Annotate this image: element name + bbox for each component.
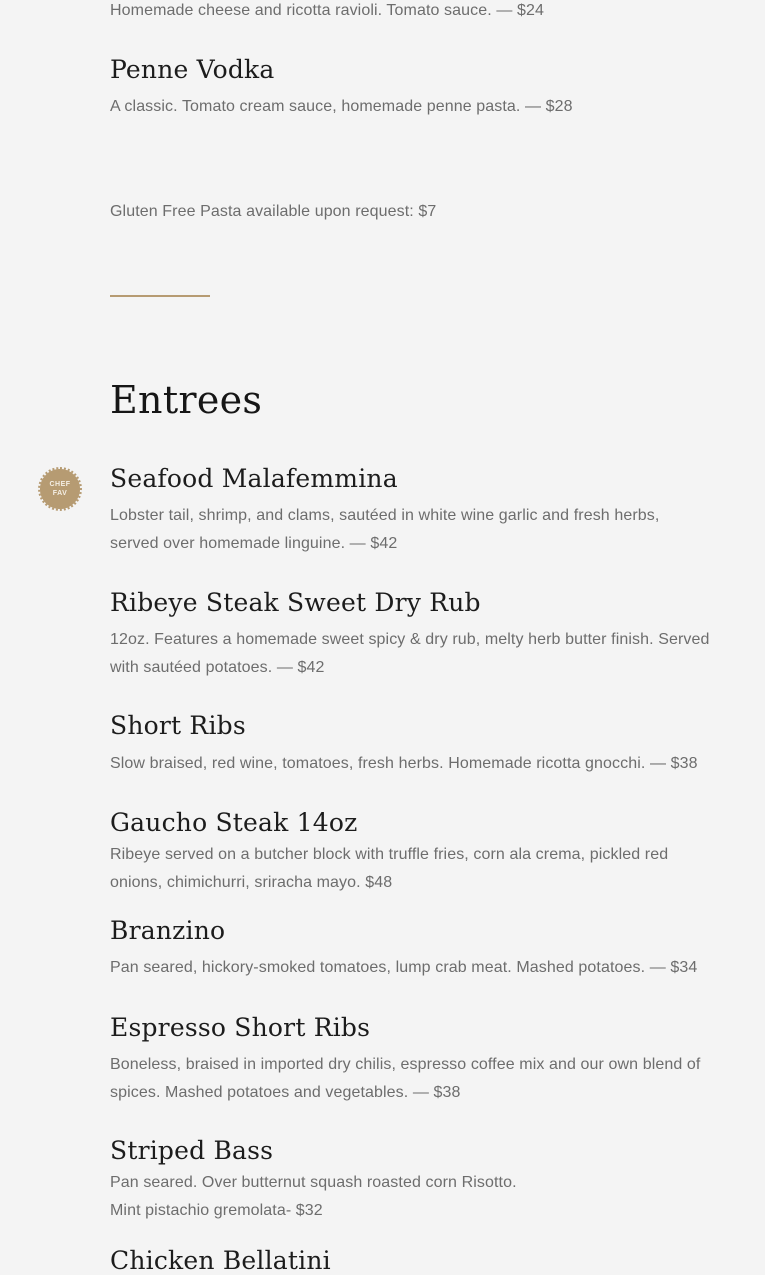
entree-description-line: onions, chimichurri, sriracha mayo. $48: [110, 873, 393, 891]
entree-description-line: Pan seared, hickory-smoked tomatoes, lump crab meat. Mashed potatoes. — $34: [110, 959, 698, 976]
entree-description-line: Boneless, braised in imported dry chilis, espresso coffee mix and our own blend of: [110, 1056, 701, 1073]
entree-title: Chicken Bellatini: [110, 1246, 331, 1275]
entree-title: Short Ribs: [110, 711, 246, 740]
section-divider: [110, 295, 210, 297]
gluten-free-note: Gluten Free Pasta available upon request: $7: [110, 203, 437, 220]
chef-fav-badge-icon: [40, 469, 80, 509]
penne-vodka-description: A classic. Tomato cream sauce, homemade penne pasta. — $28: [110, 98, 573, 115]
entree-description: [110, 1051, 740, 1106]
entree-title: Espresso Short Ribs: [110, 1013, 371, 1042]
entree-description: [110, 1169, 740, 1224]
entree-title: Gaucho Steak 14oz: [110, 808, 358, 837]
entree-description-line: served over homemade linguine. — $42: [110, 534, 398, 552]
entree-description-line: spices. Mashed potatoes and vegetables. — $38: [110, 1083, 461, 1101]
entree-description-line: Ribeye served on a butcher block with truffle fries, corn ala crema, pickled red: [110, 846, 669, 863]
entree-description-line: Slow braised, red wine, tomatoes, fresh herbs. Homemade ricotta gnocchi. — $38: [110, 755, 698, 772]
entree-title: Striped Bass: [110, 1136, 274, 1165]
entree-description: [110, 502, 740, 557]
badge-line-2: FAV: [52, 490, 68, 497]
entree-description: [110, 954, 740, 982]
entree-description-line: Mint pistachio gremolata- $32: [110, 1201, 323, 1219]
entree-title: Seafood Malafemmina: [110, 464, 398, 493]
entree-description-line: 12oz. Features a homemade sweet spicy & dry rub, melty herb butter finish. Served: [110, 631, 710, 648]
entree-title: Branzino: [110, 916, 226, 945]
penne-vodka-title: Penne Vodka: [110, 55, 275, 84]
badge-line-1: CHEF: [49, 481, 71, 488]
entree-description-line: Lobster tail, shrimp, and clams, sautéed in white wine garlic and fresh herbs,: [110, 507, 660, 524]
entree-description: [110, 750, 740, 778]
entree-description: [110, 626, 740, 681]
entrees-heading: Entrees: [110, 378, 263, 422]
entree-description: [110, 841, 740, 896]
entree-title: Ribeye Steak Sweet Dry Rub: [110, 588, 481, 617]
entree-description-line: with sautéed potatoes. — $42: [110, 658, 325, 676]
entree-description-line: Pan seared. Over butternut squash roasted corn Risotto.: [110, 1174, 517, 1191]
ravioli-description: Homemade cheese and ricotta ravioli. Tomato sauce. — $24: [110, 2, 544, 19]
